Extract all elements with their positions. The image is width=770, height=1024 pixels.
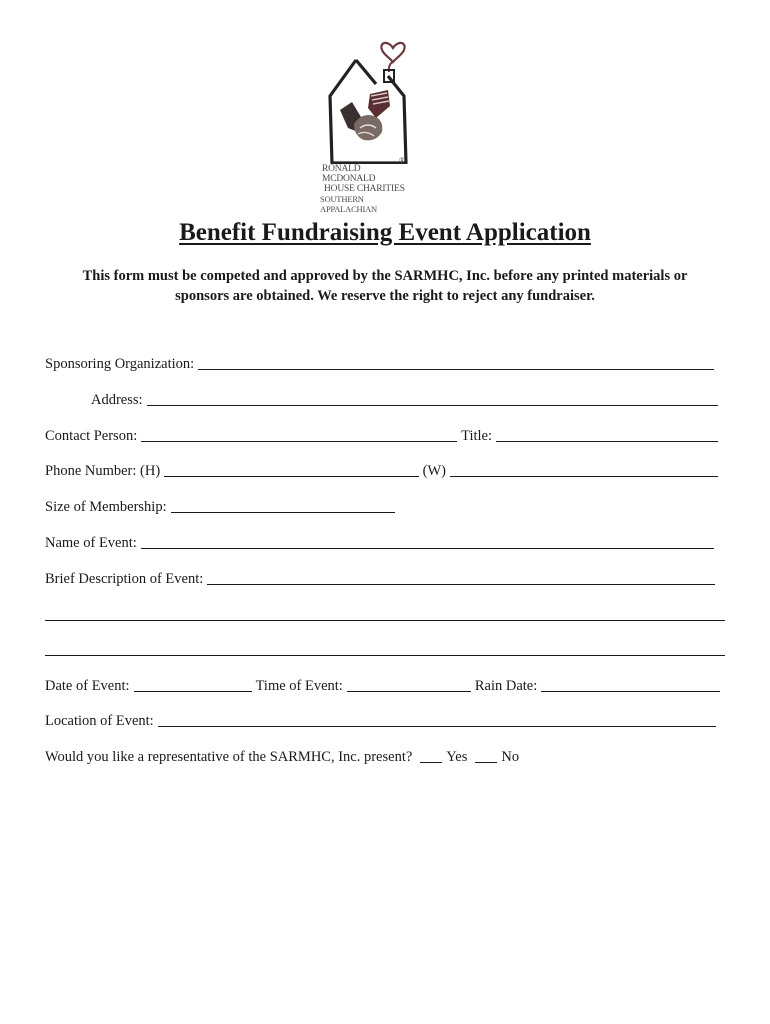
- address-label: Address:: [91, 392, 143, 408]
- title-label: Title:: [461, 428, 492, 444]
- title-field[interactable]: [496, 440, 718, 442]
- sponsoring-organization-field[interactable]: [198, 368, 714, 370]
- event-location-label: Location of Event:: [45, 713, 154, 729]
- brief-description-field[interactable]: [207, 583, 715, 585]
- logo-line-2: HOUSE CHARITIES: [324, 184, 405, 194]
- membership-size-field[interactable]: [171, 511, 395, 513]
- form-instructions: This form must be competed and approved by the SARMHC, Inc. before any printed materials or sponsors are obtained. We reserve the right to reject any fundraiser.: [82, 268, 688, 304]
- logo-line-1: RONALD MCDONALD: [322, 164, 376, 184]
- phone-home-field[interactable]: [164, 475, 418, 477]
- registered-mark: ®: [399, 156, 406, 165]
- contact-person-label: Contact Person:: [45, 428, 138, 444]
- yes-label: Yes: [446, 749, 468, 765]
- phone-work-label: (W): [422, 463, 446, 479]
- event-name-row: [45, 532, 718, 552]
- sponsoring-organization-label: Sponsoring Organization:: [45, 356, 195, 372]
- phone-number-row: [45, 460, 722, 480]
- event-date-field[interactable]: [134, 690, 252, 692]
- event-name-field[interactable]: [141, 547, 714, 549]
- heart-icon: [381, 43, 404, 62]
- contact-person-field[interactable]: [141, 440, 457, 442]
- logo-wordmark: [318, 164, 414, 214]
- phone-home-label: Phone Number: (H): [45, 463, 161, 479]
- representative-no-field[interactable]: [475, 761, 497, 763]
- contact-person-row: [45, 425, 722, 445]
- ronald-mcdonald-house-logo: [318, 36, 418, 164]
- event-name-label: Name of Event:: [45, 535, 137, 551]
- event-time-label: Time of Event:: [255, 678, 343, 694]
- page-title: Benefit Fundraising Event Application: [179, 219, 591, 246]
- sponsoring-organization-row: [45, 353, 718, 373]
- membership-size-row: [45, 496, 399, 516]
- brief-description-row: [45, 568, 719, 588]
- representative-yes-field[interactable]: [420, 761, 442, 763]
- event-location-row: [45, 710, 720, 730]
- brief-description-label: Brief Description of Event:: [45, 571, 204, 587]
- event-date-label: Date of Event:: [45, 678, 130, 694]
- address-row: [91, 389, 722, 409]
- phone-work-field[interactable]: [450, 475, 718, 477]
- event-time-field[interactable]: [347, 690, 471, 692]
- address-field[interactable]: [147, 404, 718, 406]
- brief-description-line-2[interactable]: [45, 620, 725, 621]
- logo-line-3: SOUTHERN APPALACHIAN: [320, 194, 377, 214]
- event-location-field[interactable]: [158, 725, 716, 727]
- representative-row: [45, 746, 519, 766]
- membership-size-label: Size of Membership:: [45, 499, 167, 515]
- no-label: No: [501, 749, 520, 765]
- representative-question: Would you like a representative of the SARMHC, Inc. present?: [45, 749, 413, 765]
- rain-date-field[interactable]: [541, 690, 720, 692]
- event-schedule-row: [45, 675, 724, 695]
- brief-description-line-3[interactable]: [45, 655, 725, 656]
- rain-date-label: Rain Date:: [474, 678, 538, 694]
